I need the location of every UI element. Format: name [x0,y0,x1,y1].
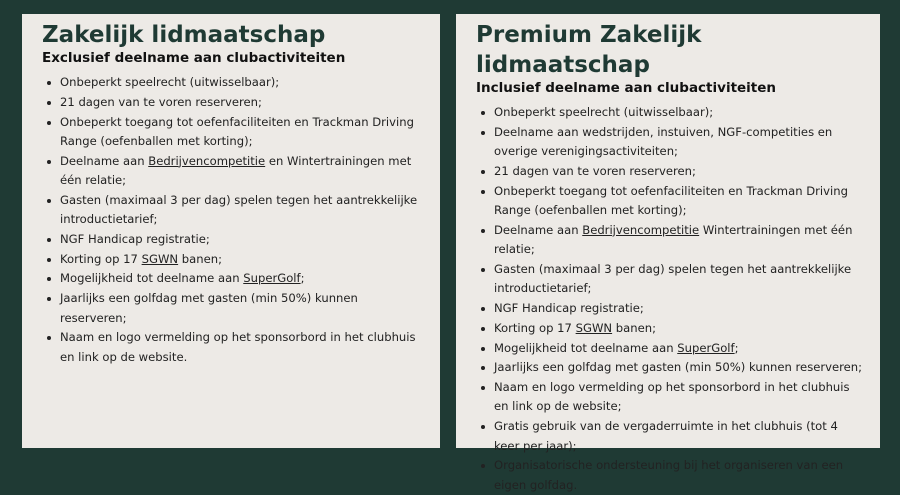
benefit-link-bedrijvencompetitie[interactable]: Bedrijvencompetitie [582,222,700,237]
benefits-list [476,103,864,495]
benefit-item [494,221,864,260]
benefit-text: Wintertrainingen met één relatie; [494,222,853,257]
benefit-item [60,289,424,328]
benefit-item [60,152,424,191]
benefit-item [60,230,424,249]
benefit-text: Onbeperkt speelrecht (uitwisselbaar); [60,75,280,89]
benefit-text: en Wintertrainingen met één relatie; [60,153,412,187]
benefit-item [494,162,864,181]
benefit-text: Jaarlijks een golfdag met gasten (min 50%) kunnen reserveren; [494,360,863,375]
benefit-link-supergolf[interactable]: SuperGolf [243,271,301,286]
benefit-text: 21 dagen van te voren reserveren; [60,94,262,109]
card-title: Premium Zakelijk lidmaatschap [476,22,702,78]
benefit-item [60,250,424,269]
benefit-text: Organisatorische ondersteuning bij het organiseren van een eigen golfdag. [494,458,844,492]
benefits-list [42,73,424,367]
benefit-item [60,328,424,367]
benefit-item [60,269,424,288]
benefit-item [494,378,864,417]
benefit-link-sgwn[interactable]: SGWN [141,251,179,266]
benefit-text: banen; [612,320,656,335]
benefit-text: NGF Handicap registratie; [494,300,644,315]
benefit-link-bedrijvencompetitie[interactable]: Bedrijvencompetitie [148,153,266,168]
benefit-text: Deelname aan [494,222,583,237]
benefit-item [494,103,864,122]
benefit-link-supergolf[interactable]: SuperGolf [677,340,735,355]
benefit-item [494,417,864,456]
card-subtitle: Exclusief deelname aan clubactiviteiten [42,50,346,66]
benefit-text: Deelname aan wedstrijden, instuiven, NGF-competities en overige verenigingsactiviteiten; [494,124,833,159]
benefit-item [494,123,864,162]
benefit-item [494,260,864,299]
benefit-item [494,299,864,318]
benefit-link-sgwn[interactable]: SGWN [575,320,613,335]
benefit-item [494,319,864,338]
benefit-text: banen; [178,251,222,266]
benefit-item [494,182,864,221]
benefit-text: Onbeperkt speelrecht (uitwisselbaar); [494,105,714,119]
benefit-text: Korting op 17 [494,320,576,335]
benefit-text: Deelname aan [60,153,149,168]
benefit-item [60,113,424,152]
benefit-text: Naam en logo vermelding op het sponsorbord in het clubhuis en link op de website; [494,380,850,414]
benefit-item [494,339,864,358]
benefit-text: Gratis gebruik van de vergaderruimte in het clubhuis (tot 4 keer per jaar); [494,419,838,453]
benefit-text: Jaarlijks een golfdag met gasten (min 50%) kunnen reserveren; [60,291,358,325]
card-subtitle: Inclusief deelname aan clubactiviteiten [476,80,777,96]
benefit-text: Mogelijkheid tot deelname aan [60,271,244,286]
benefit-text: Onbeperkt toegang tot oefenfaciliteiten en Trackman Driving Range (oefenballen met korting); [494,183,848,217]
benefit-text: NGF Handicap registratie; [60,231,210,246]
benefit-text: Gasten (maximaal 3 per dag) spelen tegen het aantrekkelijke introductietarief; [60,192,418,227]
benefit-item [60,93,424,112]
benefit-item [494,456,864,495]
benefit-item [60,73,424,92]
benefit-text: ; [734,340,739,355]
benefit-text: ; [300,271,305,286]
benefit-text: Naam en logo vermelding op het sponsorbord in het clubhuis en link op de website. [60,330,416,364]
membership-card-business [22,14,440,448]
benefit-text: Korting op 17 [60,251,142,266]
benefit-text: Mogelijkheid tot deelname aan [494,340,678,355]
benefit-text: 21 dagen van te voren reserveren; [494,163,696,178]
benefit-text: Onbeperkt toegang tot oefenfaciliteiten en Trackman Driving Range (oefenballen met korting); [60,114,414,148]
benefit-item [60,191,424,230]
membership-card-premium-business [456,14,880,492]
card-title: Zakelijk lidmaatschap [42,22,326,48]
benefit-text: Gasten (maximaal 3 per dag) spelen tegen het aantrekkelijke introductietarief; [494,261,852,296]
benefit-item [494,358,864,377]
